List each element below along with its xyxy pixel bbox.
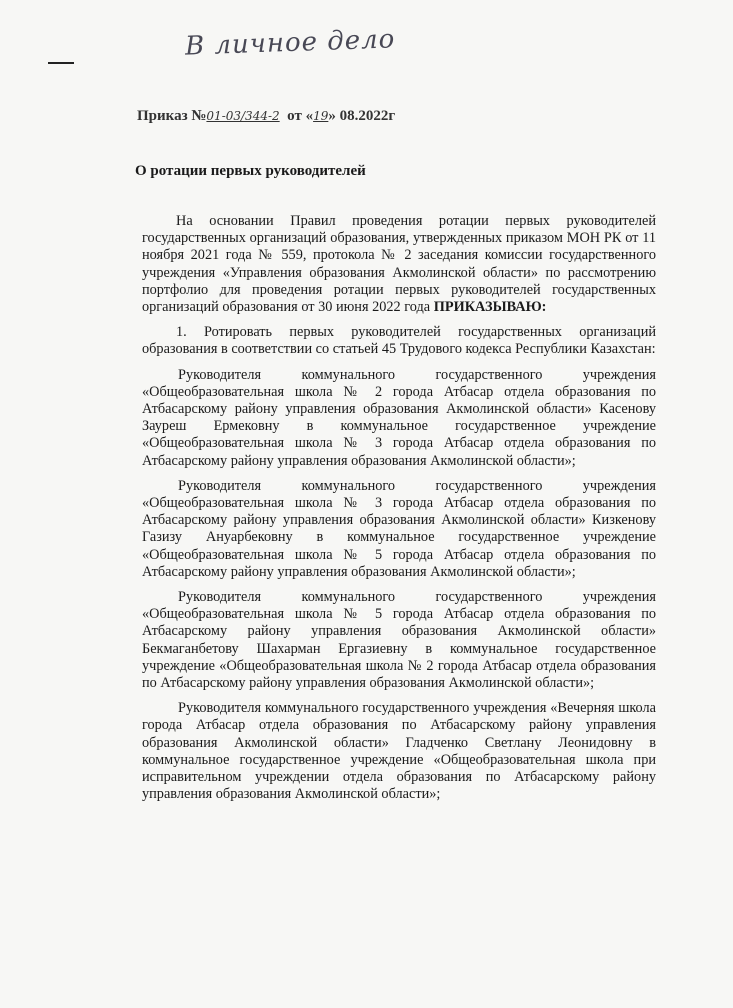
command-word: ПРИКАЗЫВАЮ: (433, 299, 547, 316)
handwritten-note: В личное дело (184, 24, 396, 62)
order-from: от « (287, 108, 314, 124)
order-header (137, 108, 395, 125)
preamble-paragraph (142, 213, 656, 316)
document-body (142, 213, 656, 812)
rotation-paragraph-2: Руководителя коммунального государственного учреждения «Общеобразовательная школа № 3 города Атбасар отдела образования по Атбасарскому району управления образования Акмолинской области» Кизкенову Газизу Ануарбековну в коммунальное государственное учреждение «Общеобразовательная школа № 5 города Атбасар отдела образования по Атбасарскому району управления образования Акмолинской области»; (142, 477, 656, 580)
scan-artifact-line (48, 62, 74, 64)
order-prefix: Приказ № (137, 108, 207, 124)
item-1: 1. Ротировать первых руководителей государственных организаций образования в соответствии со статьей 45 Трудового кодекса Республики Казахстан: (142, 324, 656, 358)
order-number: 01-03/344-2 (206, 109, 280, 123)
rotation-paragraph-4: Руководителя коммунального государственного учреждения «Вечерняя школа города Атбасар отдела образования по Атбасарскому району управления образования Акмолинской области» Гладченко Светлану Леонидовну в коммунальное государственное учреждение «Общеобразовательная школа при исправительном учреждении отдела образования по Атбасарскому району управления образования Акмолинской области»; (142, 700, 656, 803)
order-date: » 08.2022г (328, 108, 396, 124)
rotation-paragraph-1: Руководителя коммунального государственного учреждения «Общеобразовательная школа № 2 города Атбасар отдела образования по Атбасарскому району управления образования Акмолинской области» Касенову Зауреш Ермековну в коммунальное государственное учреждение «Общеобразовательная школа № 3 города Атбасар отдела образования по Атбасарскому району управления образования Акмолинской области»; (142, 366, 656, 469)
order-day: 19 (313, 109, 329, 123)
preamble-text: На основании Правил проведения ротации первых руководителей государственных организаций образования, утвержденных приказом МОН РК от 11 ноября 2021 года № 559, протокола № 2 заседания комиссии государственного учреждения «Управления образования Акмолинской области» по рассмотрению портфолио для проведения ротации первых руководителей государственных организаций образования от 30 июня 2022 года (142, 213, 656, 316)
document-title: О ротации первых руководителей (135, 163, 366, 179)
rotation-paragraph-3: Руководителя коммунального государственного учреждения «Общеобразовательная школа № 5 города Атбасар отдела образования по Атбасарскому району управления образования Акмолинской области» Бекмаганбетову Шахарман Ергазиевну в коммунальное государственное учреждение «Общеобразовательная школа № 2 города Атбасар отдела образования по Атбасарскому району управления образования Акмолинской области»; (142, 589, 656, 692)
